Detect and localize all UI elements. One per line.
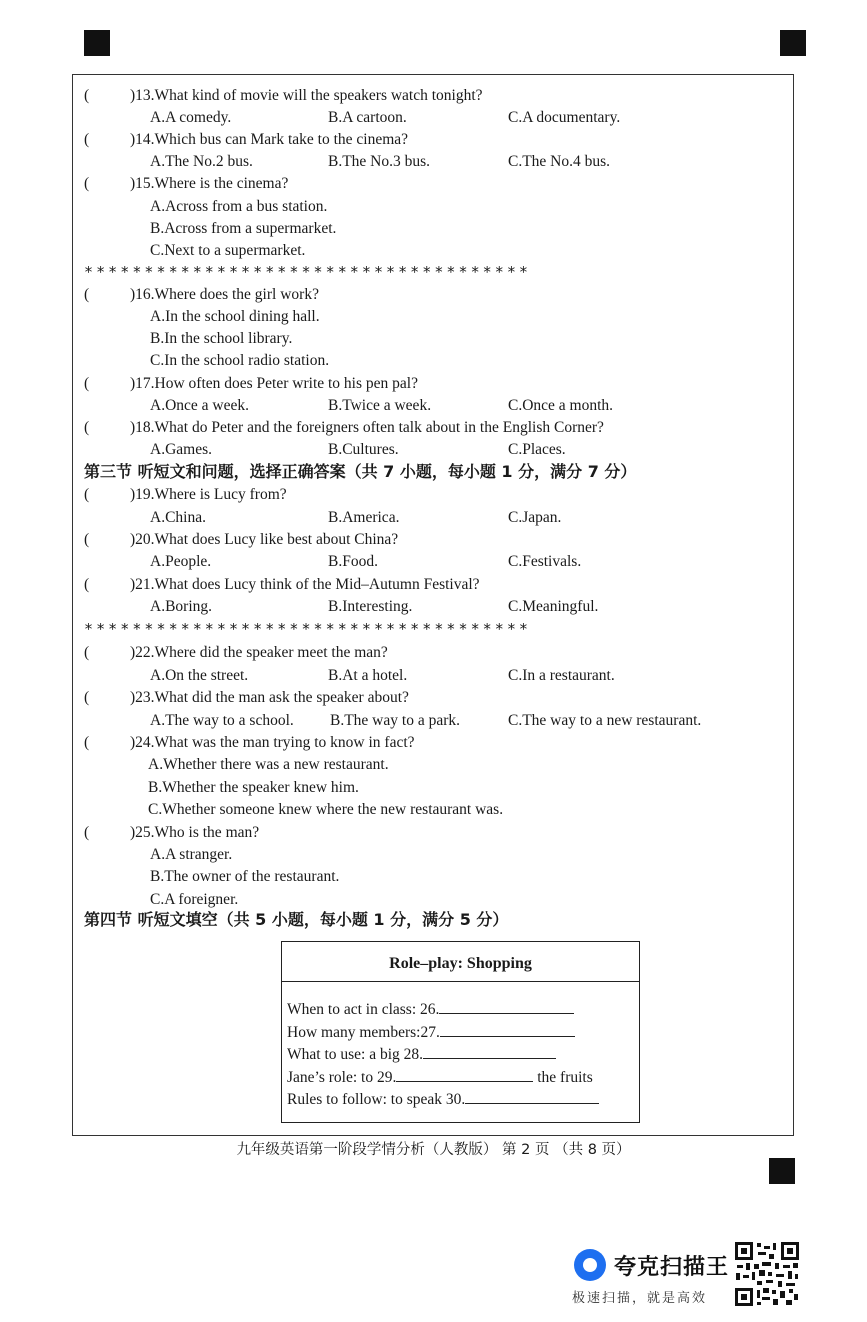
question-21: )21.What does Lucy think of the Mid–Autumn Festival? — [130, 576, 480, 593]
option-17-c: C.Once a month. — [508, 397, 614, 414]
star-divider: ************************************* — [84, 621, 531, 637]
option-19-c: C.Japan. — [508, 509, 562, 526]
answer-paren[interactable]: ( — [84, 175, 90, 192]
section-3-heading: 第三节 听短文和问题，选择正确答案（共 7 小题，每小题 1 分，满分 7 分） — [84, 462, 637, 481]
option-14-c: C.The No.4 bus. — [508, 153, 611, 170]
option-18-b: B.Cultures. — [328, 441, 399, 458]
option-19-a: A.China. — [150, 509, 206, 526]
option-22-b: B.At a hotel. — [328, 667, 408, 684]
roleplay-line-28 — [287, 1045, 556, 1065]
option-19-b: B.America. — [328, 509, 400, 526]
roleplay-prompt: Jane’s role: to 29. — [287, 1069, 397, 1086]
option-15-c: C.Next to a supermarket. — [150, 242, 306, 259]
option-13-c: C.A documentary. — [508, 109, 621, 126]
option-21-b: B.Interesting. — [328, 598, 413, 615]
roleplay-line-27 — [287, 1023, 575, 1043]
roleplay-prompt: How many members:27. — [287, 1024, 440, 1041]
answer-paren[interactable]: ( — [84, 131, 90, 148]
option-20-b: B.Food. — [328, 553, 378, 570]
option-25-a: A.A stranger. — [150, 846, 233, 863]
option-15-a: A.Across from a bus station. — [150, 198, 328, 215]
scanner-brand-name: 夸克扫描王 — [614, 1255, 730, 1280]
roleplay-line-29 — [287, 1068, 593, 1088]
option-18-c: C.Places. — [508, 441, 566, 458]
option-25-c: C.A foreigner. — [150, 891, 239, 908]
answer-blank-26[interactable] — [439, 1000, 574, 1014]
option-23-a: A.The way to a school. — [150, 712, 294, 729]
question-19: )19.Where is Lucy from? — [130, 486, 287, 503]
answer-paren[interactable]: ( — [84, 689, 90, 706]
roleplay-line-26 — [287, 1000, 574, 1020]
answer-blank-29[interactable] — [396, 1068, 533, 1082]
question-24: )24.What was the man trying to know in fact? — [130, 734, 415, 751]
section-4-heading: 第四节 听短文填空（共 5 小题，每小题 1 分，满分 5 分） — [84, 910, 509, 929]
question-23: )23.What did the man ask the speaker about? — [130, 689, 409, 706]
option-13-b: B.A cartoon. — [328, 109, 407, 126]
option-17-a: A.Once a week. — [150, 397, 249, 414]
option-25-b: B.The owner of the restaurant. — [150, 868, 340, 885]
answer-paren[interactable]: ( — [84, 644, 90, 661]
page-footer: 九年级英语第一阶段学情分析（人教版） 第 2 页 （共 8 页） — [236, 1142, 631, 1158]
scanner-logo-icon — [574, 1249, 606, 1281]
roleplay-line-30 — [287, 1090, 599, 1110]
registration-mark-bottom-right — [769, 1158, 795, 1184]
option-20-c: C.Festivals. — [508, 553, 582, 570]
question-14: )14.Which bus can Mark take to the cinema? — [130, 131, 409, 148]
roleplay-prompt: When to act in class: 26. — [287, 1001, 440, 1018]
option-24-c: C.Whether someone knew where the new restaurant was. — [148, 801, 504, 818]
option-13-a: A.A comedy. — [150, 109, 232, 126]
question-17: )17.How often does Peter write to his pen pal? — [130, 375, 418, 392]
option-21-c: C.Meaningful. — [508, 598, 599, 615]
question-18: )18.What do Peter and the foreigners often talk about in the English Corner? — [130, 419, 604, 436]
roleplay-box — [281, 941, 640, 1123]
roleplay-suffix: the fruits — [533, 1069, 593, 1086]
option-16-b: B.In the school library. — [150, 330, 293, 347]
option-15-b: B.Across from a supermarket. — [150, 220, 337, 237]
option-17-b: B.Twice a week. — [328, 397, 432, 414]
option-23-b: B.The way to a park. — [330, 712, 460, 729]
question-16: )16.Where does the girl work? — [130, 286, 319, 303]
registration-mark-top-left — [84, 30, 110, 56]
roleplay-title: Role–play: Shopping — [282, 942, 639, 982]
answer-blank-30[interactable] — [465, 1090, 599, 1104]
roleplay-prompt: Rules to follow: to speak 30. — [287, 1091, 466, 1108]
question-13: )13.What kind of movie will the speakers watch tonight? — [130, 87, 483, 104]
answer-paren[interactable]: ( — [84, 419, 90, 436]
answer-paren[interactable]: ( — [84, 486, 90, 503]
option-22-a: A.On the street. — [150, 667, 249, 684]
option-24-a: A.Whether there was a new restaurant. — [148, 756, 389, 773]
option-20-a: A.People. — [150, 553, 212, 570]
scanner-slogan: 极速扫描，就是高效 — [572, 1291, 708, 1306]
answer-paren[interactable]: ( — [84, 375, 90, 392]
answer-paren[interactable]: ( — [84, 531, 90, 548]
answer-paren[interactable]: ( — [84, 576, 90, 593]
option-18-a: A.Games. — [150, 441, 212, 458]
option-23-c: C.The way to a new restaurant. — [508, 712, 702, 729]
option-14-b: B.The No.3 bus. — [328, 153, 431, 170]
option-22-c: C.In a restaurant. — [508, 667, 615, 684]
option-16-a: A.In the school dining hall. — [150, 308, 320, 325]
registration-mark-top-right — [780, 30, 806, 56]
star-divider: ************************************* — [84, 264, 531, 280]
question-20: )20.What does Lucy like best about China? — [130, 531, 399, 548]
question-15: )15.Where is the cinema? — [130, 175, 289, 192]
qr-code-icon — [734, 1241, 800, 1307]
answer-blank-28[interactable] — [423, 1045, 556, 1059]
option-24-b: B.Whether the speaker knew him. — [148, 779, 359, 796]
option-14-a: A.The No.2 bus. — [150, 153, 253, 170]
answer-paren[interactable]: ( — [84, 87, 90, 104]
question-25: )25.Who is the man? — [130, 824, 260, 841]
answer-blank-27[interactable] — [440, 1023, 575, 1037]
option-21-a: A.Boring. — [150, 598, 212, 615]
answer-paren[interactable]: ( — [84, 286, 90, 303]
option-16-c: C.In the school radio station. — [150, 352, 330, 369]
answer-paren[interactable]: ( — [84, 824, 90, 841]
question-22: )22.Where did the speaker meet the man? — [130, 644, 388, 661]
roleplay-prompt: What to use: a big 28. — [287, 1046, 424, 1063]
answer-paren[interactable]: ( — [84, 734, 90, 751]
